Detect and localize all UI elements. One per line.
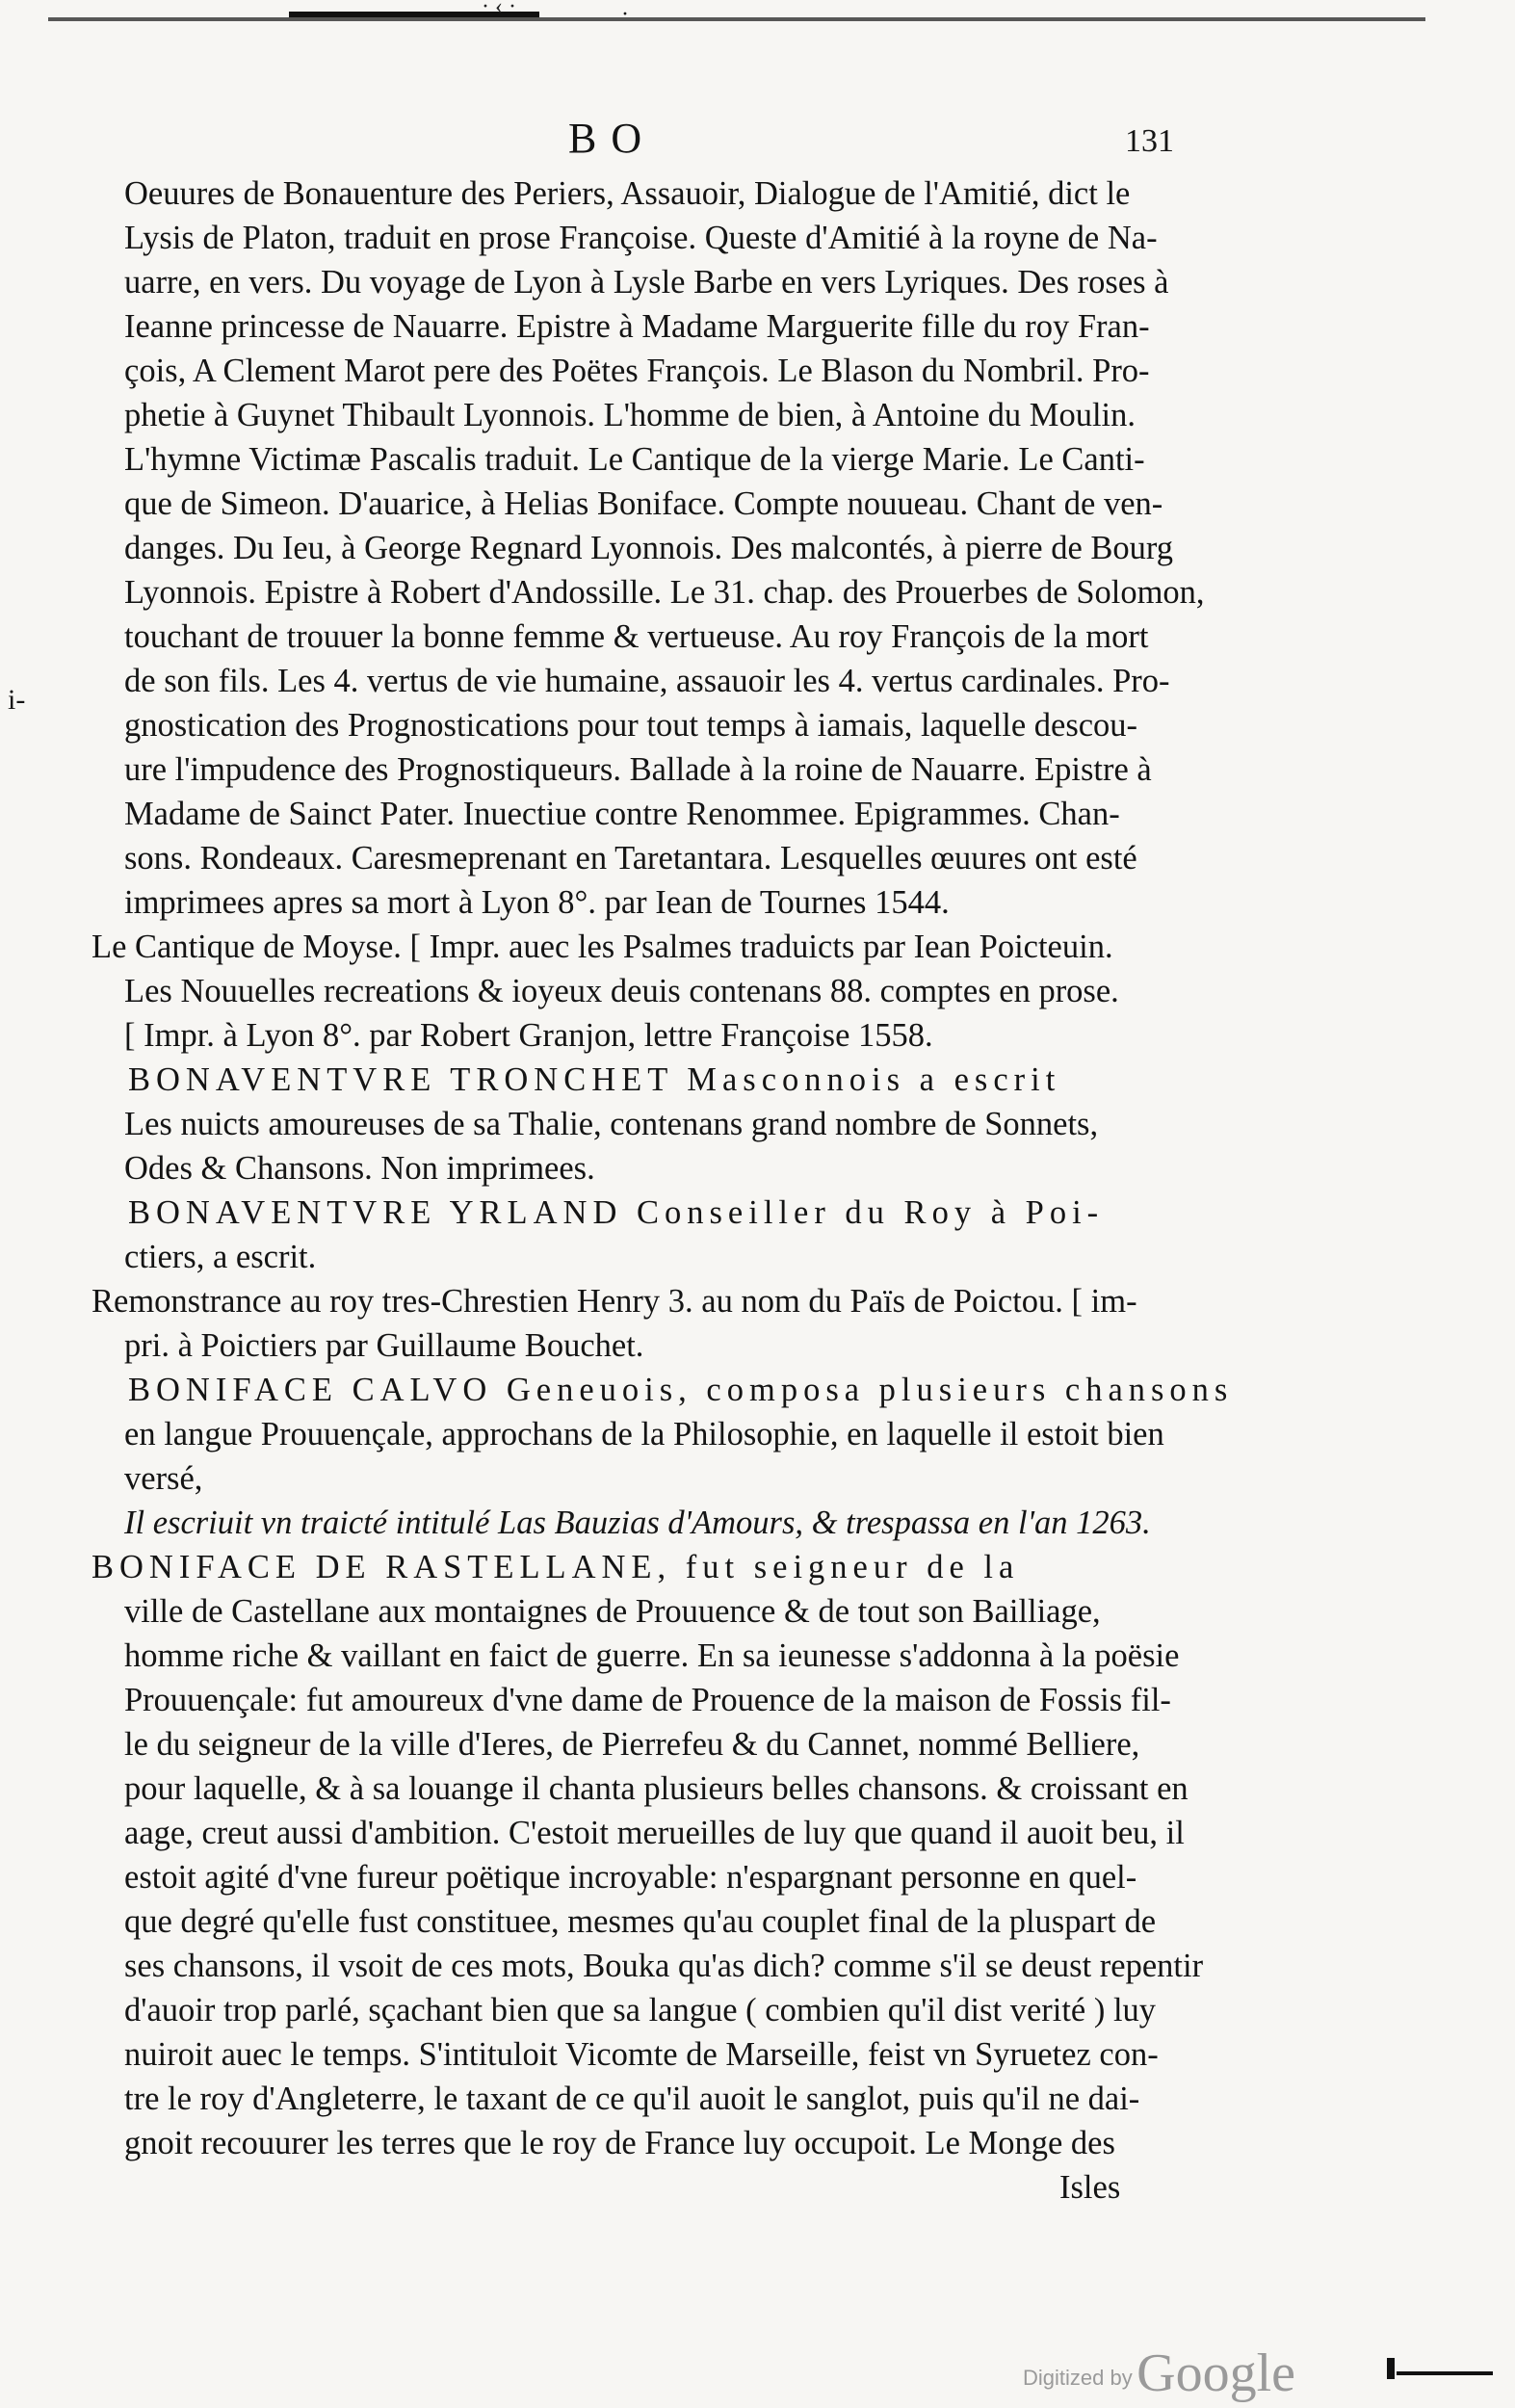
text-line: imprimees apres sa mort à Lyon 8°. par Iean de Tournes 1544. [124, 884, 950, 921]
text-line: touchant de trouuer la bonne femme & vertueuse. Au roy François de la mort [124, 618, 1149, 655]
text-line: Oeuures de Bonauenture des Periers, Assauoir, Dialogue de l'Amitié, dict le [124, 175, 1131, 212]
text-line: pri. à Poictiers par Guillaume Bouchet. [124, 1327, 644, 1364]
text-line: que degré qu'elle fust constituee, mesmes qu'au couplet final de la pluspart de [124, 1903, 1157, 1940]
text-line: uarre, en vers. Du voyage de Lyon à Lysle Barbe en vers Lyriques. Des roses à [124, 264, 1169, 301]
running-head: B O [568, 115, 644, 162]
text-line: Le Cantique de Moyse. [ Impr. auec les Psalmes traduicts par Iean Poicteuin. [91, 929, 1113, 965]
page-number: 131 [1125, 123, 1174, 159]
top-edge-marks: · ‹ · [482, 0, 516, 19]
text-line: ses chansons, il vsoit de ces mots, Bouka qu'as dich? comme s'il se deust repentir [124, 1948, 1204, 1984]
text-line: Ieanne princesse de Nauarre. Epistre à Madame Marguerite fille du roy Fran- [124, 308, 1150, 345]
text-line: Lyonnois. Epistre à Robert d'Andossille. Le 31. chap. des Prouerbes de Solomon, [124, 574, 1205, 611]
margin-note: i- [8, 684, 26, 716]
text-line: le du seigneur de la ville d'Ieres, de Pierrefeu & du Cannet, nommé Belliere, [124, 1726, 1140, 1763]
watermark-prefix: Digitized by [1023, 2366, 1133, 2390]
text-line: Prouuençale: fut amoureux d'vne dame de Prouence de la maison de Fossis fil- [124, 1682, 1171, 1718]
watermark-brand: Google [1136, 2343, 1296, 2403]
text-line: que de Simeon. D'auarice, à Helias Boniface. Compte nouueau. Chant de ven- [124, 485, 1163, 522]
text-line: phetie à Guynet Thibault Lyonnois. L'homme de bien, à Antoine du Moulin. [124, 397, 1136, 433]
catchword: Isles [1059, 2169, 1121, 2206]
text-line: pour laquelle, & à sa louange il chanta plusieurs belles chansons. & croissant en [124, 1770, 1188, 1807]
text-line: L'hymne Victimæ Pascalis traduit. Le Cantique de la vierge Marie. Le Canti- [124, 441, 1145, 478]
text-line: de son fils. Les 4. vertus de vie humaine, assauoir les 4. vertus cardinales. Pro- [124, 663, 1170, 699]
text-line: Lysis de Platon, traduit en prose Françoise. Queste d'Amitié à la royne de Na- [124, 220, 1158, 256]
text-line: gnostication des Prognostications pour tout temps à iamais, laquelle descou- [124, 707, 1138, 744]
text-line: ure l'impudence des Prognostiqueurs. Ballade à la roine de Nauarre. Epistre à [124, 751, 1152, 788]
bottom-edge-mark [1387, 2358, 1395, 2379]
text-line: estoit agité d'vne fureur poëtique incroyable: n'espargnant personne en quel- [124, 1859, 1137, 1896]
text-line: versé, [124, 1460, 203, 1497]
text-line: nuiroit auec le temps. S'intituloit Vicomte de Marseille, feist vn Syruetez con- [124, 2036, 1159, 2073]
top-edge-rule [48, 17, 1425, 21]
text-line: aage, creut aussi d'ambition. C'estoit merueilles de luy que quand il auoit beu, il [124, 1815, 1185, 1851]
text-line: Odes & Chansons. Non imprimees. [124, 1150, 595, 1187]
text-line: Madame de Sainct Pater. Inuectiue contre Renommee. Epigrammes. Chan- [124, 796, 1120, 832]
entry-heading: BONIFACE DE RASTELLANE, fut seigneur de la [91, 1549, 1020, 1585]
text-line: sons. Rondeaux. Caresmeprenant en Taretantara. Lesquelles œuures ont esté [124, 840, 1137, 877]
google-watermark [1023, 2343, 1295, 2404]
text-line: [ Impr. à Lyon 8°. par Robert Granjon, lettre Françoise 1558. [124, 1017, 933, 1054]
text-line: tre le roy d'Angleterre, le taxant de ce qu'il auoit le sanglot, puis qu'il ne dai- [124, 2081, 1140, 2117]
text-line: homme riche & vaillant en faict de guerre. En sa ieunesse s'addonna à la poësie [124, 1637, 1180, 1674]
text-line: en langue Prouuençale, approchans de la Philosophie, en laquelle il estoit bien [124, 1416, 1164, 1453]
top-edge-dot: · [621, 2, 629, 27]
entry-heading: BONIFACE CALVO Geneuois, composa plusieurs chansons [128, 1372, 1234, 1408]
entry-heading: BONAVENTVRE YRLAND Conseiller du Roy à Poi- [128, 1194, 1105, 1231]
bottom-edge-rule [1397, 2371, 1493, 2375]
text-line: gnoit recouurer les terres que le roy de France luy occupoit. Le Monge des [124, 2125, 1115, 2161]
text-line: Remonstrance au roy tres-Chrestien Henry 3. au nom du Païs de Poictou. [ im- [91, 1283, 1137, 1320]
text-line: d'auoir trop parlé, sçachant bien que sa langue ( combien qu'il dist verité ) luy [124, 1992, 1157, 2028]
main-text [91, 171, 1234, 2210]
text-line: ctiers, a escrit. [124, 1239, 317, 1275]
text-line: Les Nouuelles recreations & ioyeux deuis contenans 88. comptes en prose. [124, 973, 1119, 1009]
text-line: Les nuicts amoureuses de sa Thalie, contenans grand nombre de Sonnets, [124, 1106, 1099, 1142]
text-line: danges. Du Ieu, à George Regnard Lyonnois. Des malcontés, à pierre de Bourg [124, 530, 1174, 566]
text-line: Il escriuit vn traicté intitulé Las Bauzias d'Amours, & trespassa en l'an 1263. [124, 1505, 1151, 1541]
page-header [0, 114, 1515, 171]
text-line: çois, A Clement Marot pere des Poëtes François. Le Blason du Nombril. Pro- [124, 353, 1150, 389]
entry-heading: BONAVENTVRE TRONCHET Masconnois a escrit [128, 1061, 1061, 1098]
text-line: ville de Castellane aux montaignes de Prouuence & de tout son Bailliage, [124, 1593, 1101, 1630]
